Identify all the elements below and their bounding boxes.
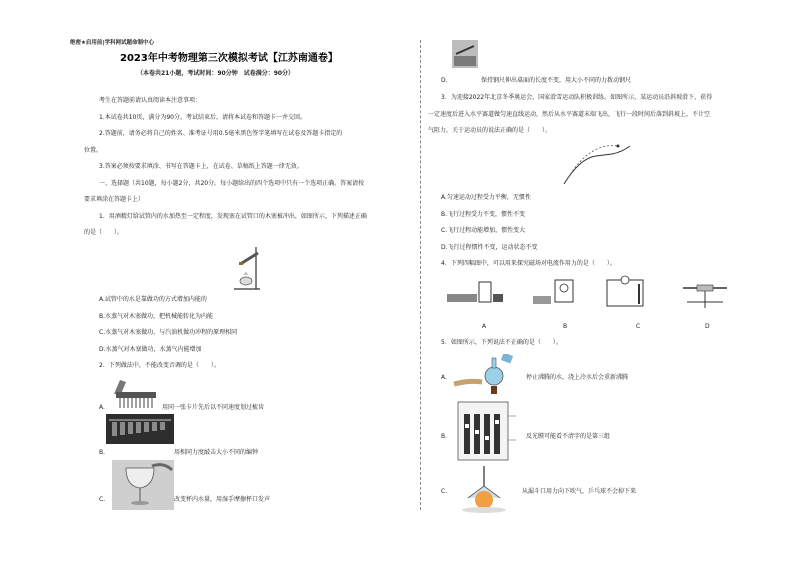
question-2-option-b-label: B. (99, 449, 106, 456)
wine-glass-figure (112, 460, 174, 510)
funnel-pingpong-figure (456, 466, 512, 514)
question-5-option-b-text: 反光膜可能看不清字的是第三组 (526, 433, 611, 440)
ski-jump-figure (560, 138, 632, 188)
question-1-option-c: C.水蒸气对木塞做功，与汽油机做功冲程的原理相同 (99, 329, 238, 336)
note-item: 位置。 (84, 147, 103, 154)
question-3-stem-cont2: 气阻力，关于运动员的说法正确的是（ ）。 (428, 127, 552, 134)
question-3-option-c: C.飞行过程动能增加，惯性变大 (441, 227, 526, 234)
question-5-option-a-text: 停止沸腾的水，浇上冷水后会重新沸腾 (526, 374, 629, 381)
question-1-stem: 1．用酒精灯给试管内的水加热至一定程度，发现塞在试管口的木塞被冲出，如图所示，下列描述正确 (99, 213, 367, 220)
reflective-film-figure (452, 400, 518, 462)
page-title: 2023年中考物理第三次模拟考试【江苏南通卷】 (120, 53, 338, 64)
question-2-stem: 2．下列做法中，不能改变音调的是（ ）。 (99, 362, 220, 369)
question-4-stem: 4．下列四幅图中，可以用来探究磁场对电流作用力的是（ ）。 (441, 260, 616, 267)
question-4-label-a: A (482, 323, 487, 330)
section-heading: 一、选择题（共10题，每小题2分，共20分。每小题给出的四个选项中只有一个选项正确。答案请按 (99, 180, 365, 187)
question-5-option-a-label: A. (441, 374, 447, 381)
question-2-option-d-text: 保持钢尺伸出桌面的长度不变，用大小不同的力拨动钢尺 (481, 77, 632, 84)
note-item: 3.答案必须按要求填涂、书写在答题卡上，在试卷、草稿纸上答题一律无效。 (99, 163, 303, 170)
question-3-stem-cont: 一定速度后进入水平赛道做匀速直线运动，然后从水平赛道末端飞出，飞行一段时间后落到斜坡上，不计空 (428, 111, 711, 118)
question-2-option-c-label: C. (99, 496, 106, 503)
watermark-text: 绝密★启用前|学科网试题命制中心 (70, 40, 154, 46)
electromagnet-figures (443, 274, 733, 318)
question-2-option-a-label: A. (99, 404, 105, 411)
question-5-option-b-label: B. (441, 433, 448, 440)
question-1-option-a: A.试管中的水是靠做功的方式增加内能的 (99, 296, 207, 303)
note-item: 1.本试卷共10页，满分为90分。考试结束后，请将本试卷和答题卡一并交回。 (99, 114, 306, 121)
exam-meta: （本卷共21小题，考试时间：90分钟 试卷满分：90分） (137, 70, 295, 77)
question-2-option-b-text: 用相同力度敲击大小不同的编钟 (174, 449, 259, 456)
note-item: 2.答题前，请务必将自己的姓名、准考证号用0.5毫米黑色签字笔填写在试卷及答题卡指定的 (99, 130, 343, 137)
question-2-option-d-label: D. (441, 77, 448, 84)
notes-heading: 考生在答题前请认真阅读本注意事项： (99, 97, 202, 104)
question-1-stem-cont: 的是（ ）。 (84, 229, 124, 236)
question-4-label-d: D (705, 323, 710, 330)
question-4-label-b: B (563, 323, 568, 330)
section-heading-cont: 要求填涂在答题卡上） (84, 196, 145, 203)
boiling-flask-figure (452, 354, 518, 396)
question-4-label-c: C (636, 323, 641, 330)
bianzhong-photo (106, 414, 174, 444)
question-3-option-d: D.飞行过程惯性不变，运动状态不变 (441, 244, 538, 251)
steel-ruler-figure (452, 40, 478, 68)
question-5-option-c-text: 从漏斗口用力向下吹气，乒乓球不会掉下来 (522, 488, 637, 495)
question-2-option-a-text: 用同一张卡片先后以不同速度划过梳齿 (162, 404, 265, 411)
question-3-stem: 3．为迎接2022年北京冬季奥运会，国家滑雪运动队积极训练。如图所示，某运动员沿斜坡滑下，获得 (441, 94, 713, 101)
test-tube-heating-figure (228, 243, 272, 291)
question-3-option-b: B.飞行过程受力不变，惯性不变 (441, 211, 526, 218)
question-3-option-a: A.匀速运动过程受力平衡，无惯性 (441, 194, 531, 201)
column-divider (420, 40, 421, 510)
question-5-stem: 5．如图所示，下列说法不正确的是（ ）。 (441, 339, 562, 346)
question-5-option-c-label: C. (441, 488, 448, 495)
comb-card-figure (112, 378, 162, 412)
question-2-option-c-text: 改变杯内水量，用湿手摩擦杯口发声 (174, 496, 271, 503)
question-1-option-d: D.水蒸气对木塞做功，水蒸气内能增加 (99, 346, 202, 353)
question-1-option-b: B.水蒸气对木塞做功，把机械能转化为内能 (99, 313, 214, 320)
